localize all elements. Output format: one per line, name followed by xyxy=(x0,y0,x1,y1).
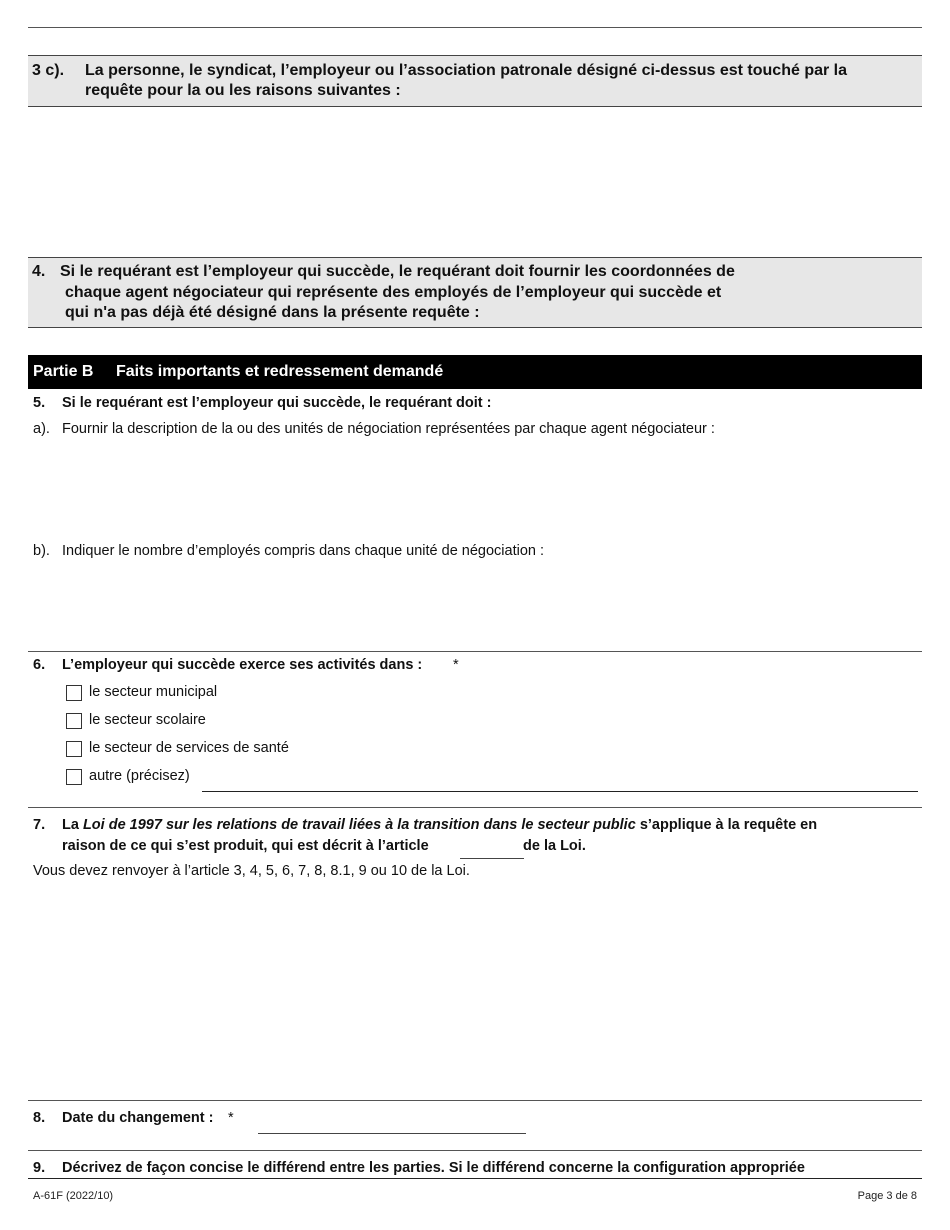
bottom-rule xyxy=(28,1178,922,1179)
q5a-answer-area[interactable] xyxy=(28,442,922,538)
q7-number: 7. xyxy=(33,817,46,833)
q5a-text: Fournir la description de la ou des unités de négociation représentées par chaque agent négociateur : xyxy=(62,421,715,437)
q4-text-line2: chaque agent négociateur qui représente des employés de l’employeur qui succède et xyxy=(65,284,722,301)
q7-text-post: s’applique à la requête en xyxy=(639,817,818,833)
q4-text-line1: Si le requérant est l’employeur qui succède, le requérant doit fournir les coordonnées de xyxy=(60,263,735,280)
q5b-label: b). xyxy=(33,543,50,559)
q7-article-field[interactable] xyxy=(460,838,524,859)
q7-text-pre: La xyxy=(62,817,79,833)
checkbox-sante[interactable] xyxy=(66,741,82,757)
q5b-text: Indiquer le nombre d’employés compris dans chaque unité de négociation : xyxy=(62,543,545,559)
divider-q9 xyxy=(28,1150,922,1151)
page-number: Page 3 de 8 xyxy=(857,1190,917,1202)
top-rule xyxy=(28,27,922,28)
part-b-label: Partie B xyxy=(33,363,94,380)
q3c-text-line1: La personne, le syndicat, l’employeur ou l’association patronale désigné ci-dessus est touché par la xyxy=(85,62,847,79)
q7-text-line1 xyxy=(62,815,922,835)
section-3c-header xyxy=(28,55,922,107)
q8-required-mark: * xyxy=(228,1110,234,1126)
part-b-title: Faits importants et redressement demandé xyxy=(116,363,444,380)
q5-text: Si le requérant est l’employeur qui succède, le requérant doit : xyxy=(62,395,492,411)
divider-q8 xyxy=(28,1100,922,1101)
q6-number: 6. xyxy=(33,657,46,673)
q8-number: 8. xyxy=(33,1110,46,1126)
q9-text: Décrivez de façon concise le différend entre les parties. Si le différend concerne la configuration appropriée xyxy=(62,1160,805,1176)
option-label-sante: le secteur de services de santé xyxy=(89,740,289,756)
q5a-label: a). xyxy=(33,421,50,437)
autre-precisez-field[interactable] xyxy=(202,771,918,792)
divider-q7 xyxy=(28,807,922,808)
q7-text-line2-end: de la Loi. xyxy=(523,838,586,854)
part-b-header xyxy=(28,355,922,389)
checkbox-municipal[interactable] xyxy=(66,685,82,701)
q8-text: Date du changement : xyxy=(62,1110,214,1126)
option-label-autre: autre (précisez) xyxy=(89,768,190,784)
q5b-answer-area[interactable] xyxy=(28,564,922,648)
q7-answer-area[interactable] xyxy=(28,884,922,1096)
q9-number: 9. xyxy=(33,1160,46,1176)
q3c-answer-area[interactable] xyxy=(28,108,922,256)
option-label-scolaire: le secteur scolaire xyxy=(89,712,206,728)
checkbox-autre[interactable] xyxy=(66,769,82,785)
q4-number: 4. xyxy=(32,263,46,280)
q6-required-mark: * xyxy=(453,657,459,673)
checkbox-scolaire[interactable] xyxy=(66,713,82,729)
q3c-text-line2: requête pour la ou les raisons suivantes : xyxy=(85,82,401,99)
date-change-field[interactable] xyxy=(258,1112,526,1134)
q7-law-title: Loi de 1997 sur les relations de travail liées à la transition dans le secteur public xyxy=(82,817,636,833)
option-label-municipal: le secteur municipal xyxy=(89,684,218,700)
q7-text-line2: raison de ce qui s’est produit, qui est décrit à l’article xyxy=(62,838,429,854)
q4-text-line3: qui n'a pas déjà été désigné dans la présente requête : xyxy=(65,304,480,321)
q7-note: Vous devez renvoyer à l’article 3, 4, 5, 6, 7, 8, 8.1, 9 ou 10 de la Loi. xyxy=(33,863,470,879)
form-id: A-61F (2022/10) xyxy=(33,1190,114,1202)
section-4-header xyxy=(28,257,922,328)
divider-q6 xyxy=(28,651,922,652)
q3c-number: 3 c). xyxy=(32,62,65,79)
q5-number: 5. xyxy=(33,395,46,411)
q6-text: L’employeur qui succède exerce ses activités dans : xyxy=(62,657,423,673)
